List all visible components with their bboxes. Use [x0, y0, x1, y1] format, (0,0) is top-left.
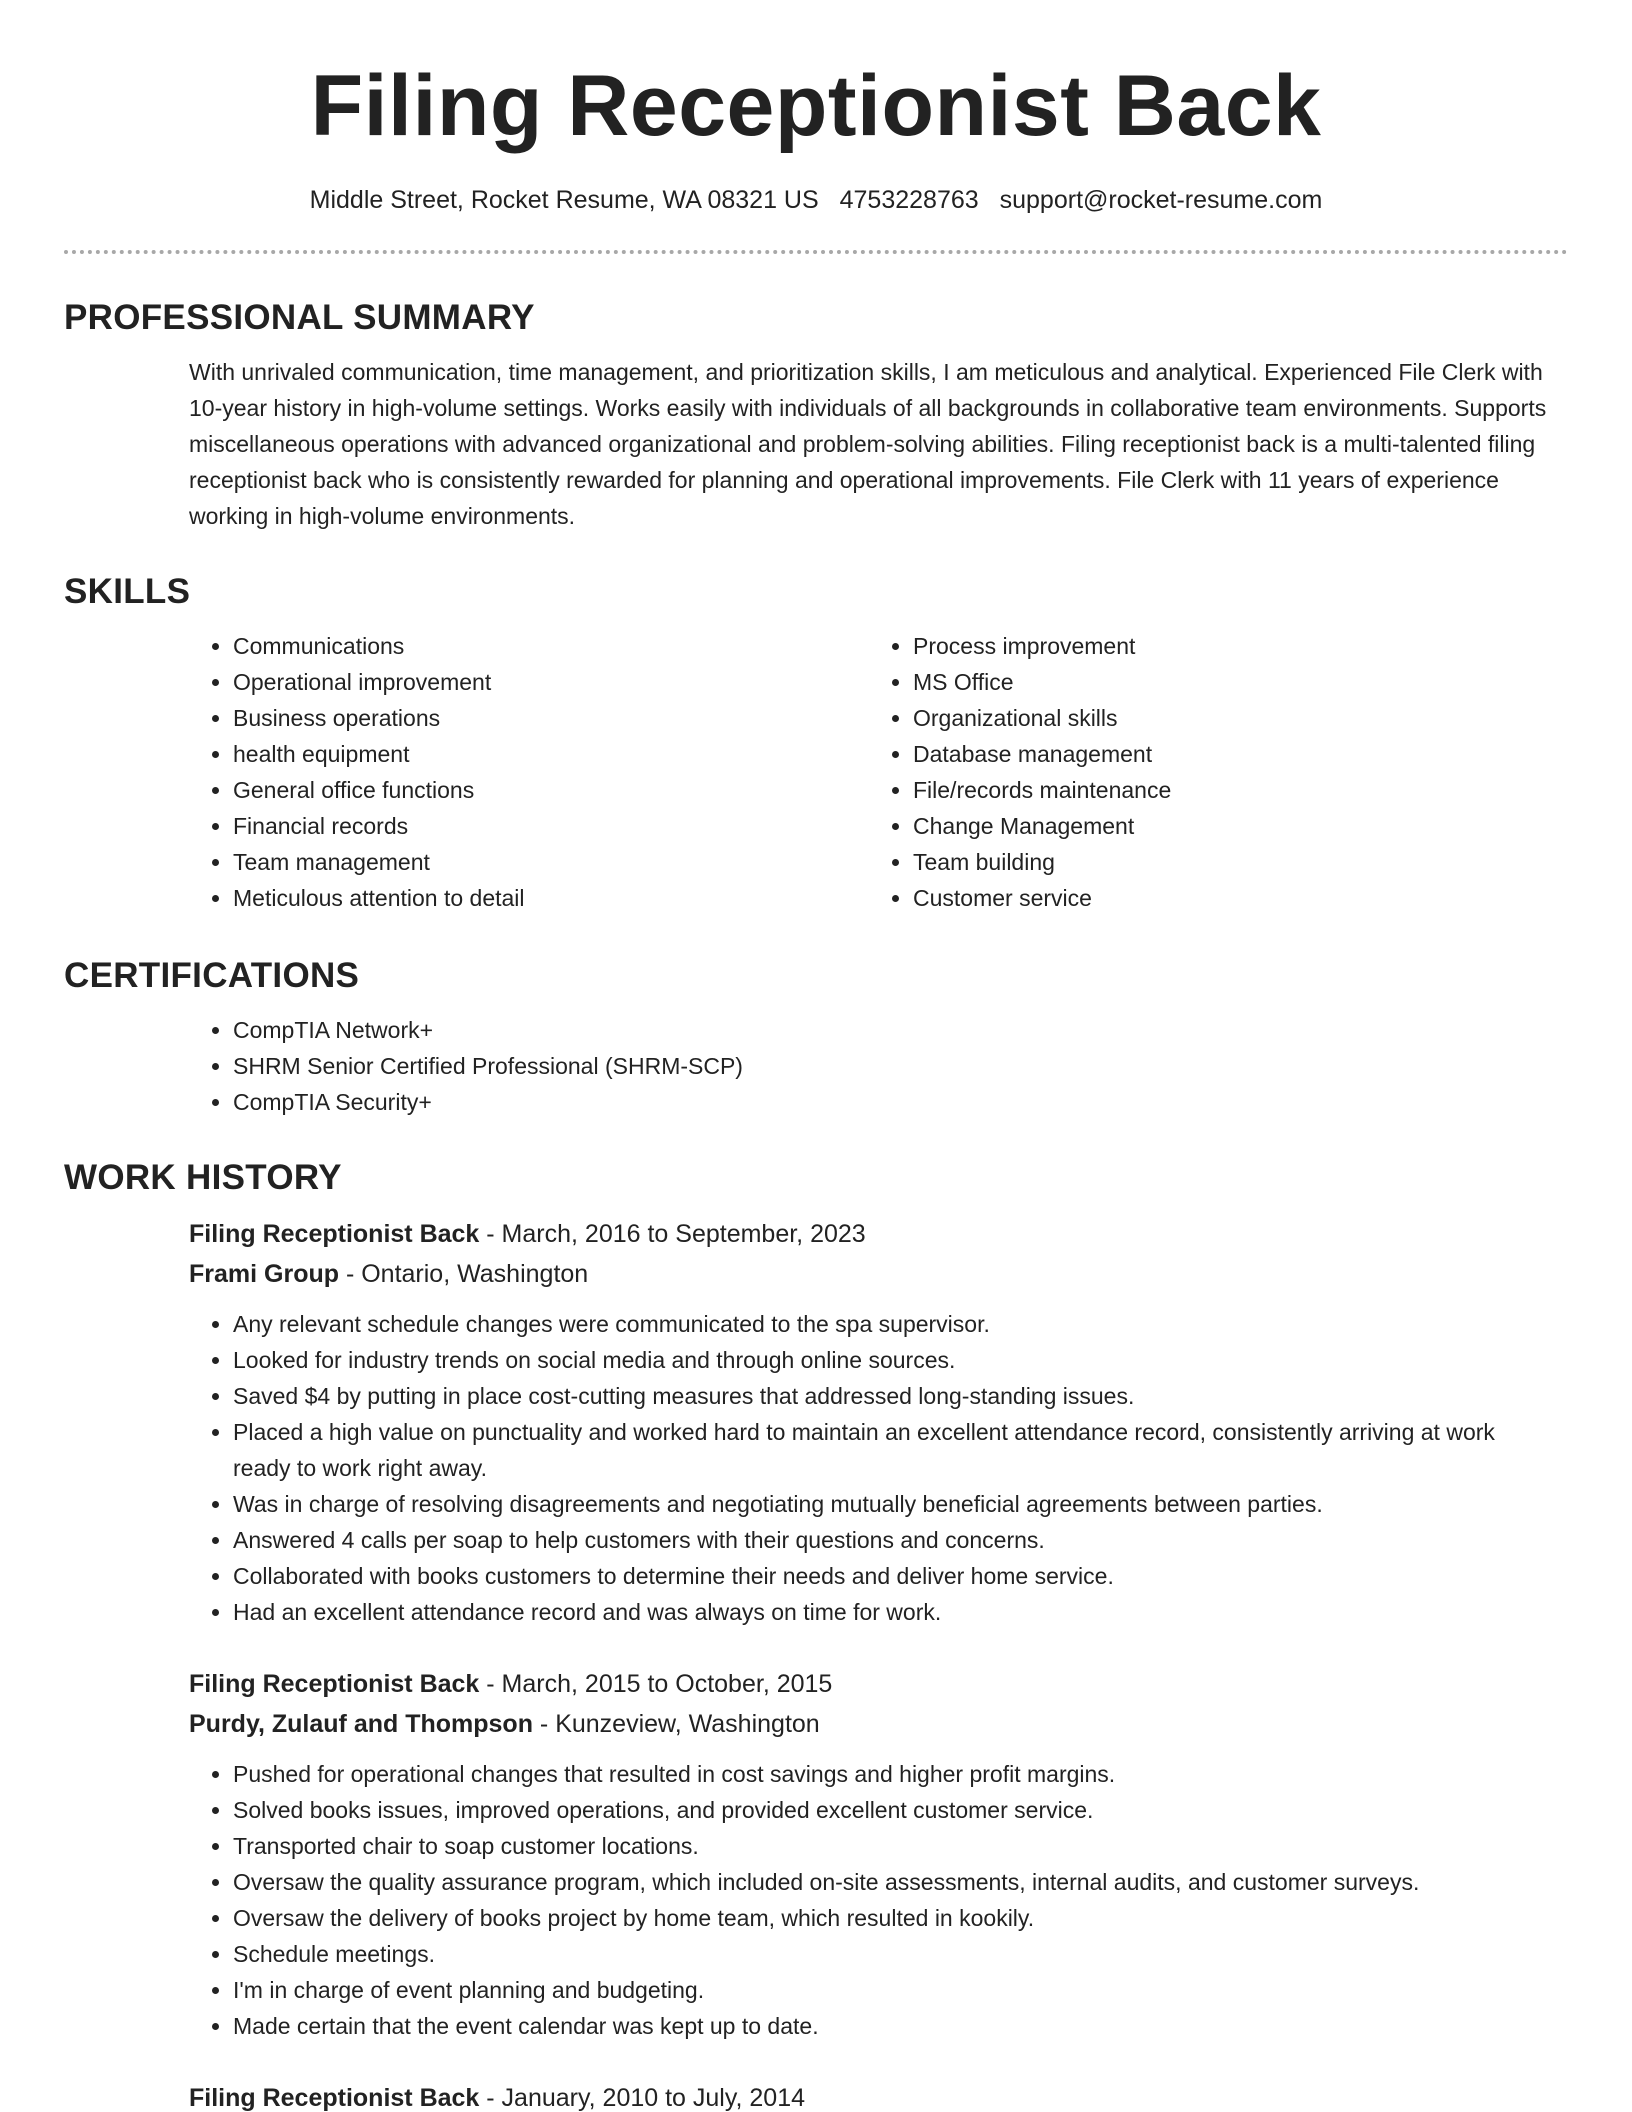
job-title-line — [189, 1214, 1549, 1254]
work-history-heading: WORK HISTORY — [64, 1158, 342, 1197]
job-bullet: • Any relevant schedule changes were communicated to the spa supervisor. — [233, 1306, 1549, 1342]
job-company-line — [189, 1704, 1549, 1744]
contact-phone: 4753228763 — [839, 186, 979, 214]
skills-list-left — [189, 628, 869, 916]
skill-item: • Operational improvement — [233, 664, 869, 700]
skill-item: • General office functions — [233, 772, 869, 808]
work-history-section — [64, 1156, 1568, 2112]
job-bullet: • Solved books issues, improved operations, and provided excellent customer service. — [233, 1792, 1549, 1828]
skill-item: • MS Office — [913, 664, 1549, 700]
skill-item: • Database management — [913, 736, 1549, 772]
job-bullet: • Oversaw the quality assurance program, which included on-site assessments, internal audits, and customer surveys. — [233, 1864, 1549, 1900]
job-dates: - March, 2016 to September, 2023 — [479, 1220, 866, 1248]
summary-section — [64, 296, 1568, 534]
skills-section — [64, 570, 1568, 916]
job-bullet: • Pushed for operational changes that resulted in cost savings and higher profit margins. — [233, 1756, 1549, 1792]
job-company: Frami Group — [189, 1260, 340, 1288]
skill-item: • Communications — [233, 628, 869, 664]
job-bullet: • Schedule meetings. — [233, 1936, 1549, 1972]
job-title-line — [189, 1664, 1549, 1704]
certifications-heading: CERTIFICATIONS — [64, 956, 360, 995]
job-entry — [189, 1664, 1549, 2044]
certification-item: • CompTIA Network+ — [233, 1012, 1549, 1048]
candidate-name: Filing Receptionist Back — [310, 58, 1322, 154]
skill-item: • Team management — [233, 844, 869, 880]
header-divider — [64, 250, 1568, 254]
certifications-section — [64, 954, 1568, 1120]
skill-item: • Organizational skills — [913, 700, 1549, 736]
certification-item: • SHRM Senior Certified Professional (SHRM-SCP) — [233, 1048, 1549, 1084]
skills-columns — [189, 628, 1549, 916]
summary-body — [189, 354, 1549, 534]
certifications-body — [189, 1012, 1549, 1120]
skill-item: • Financial records — [233, 808, 869, 844]
job-bullets — [189, 1756, 1549, 2044]
job-role: Filing Receptionist Back — [189, 1220, 480, 1248]
job-bullet: • Collaborated with books customers to determine their needs and deliver home service. — [233, 1558, 1549, 1594]
job-entry — [189, 2078, 1549, 2112]
job-title-line — [189, 2078, 1549, 2112]
job-bullet: • Had an excellent attendance record and was always on time for work. — [233, 1594, 1549, 1630]
skill-item: • Change Management — [913, 808, 1549, 844]
job-bullet: • Placed a high value on punctuality and worked hard to maintain an excellent attendance record, consistently arriving at work ready to work right away. — [233, 1414, 1549, 1486]
job-entry — [189, 1214, 1549, 1630]
skill-item: • Business operations — [233, 700, 869, 736]
job-role: Filing Receptionist Back — [189, 2084, 480, 2112]
job-company: Purdy, Zulauf and Thompson — [189, 1710, 533, 1738]
skill-item: • Team building — [913, 844, 1549, 880]
job-bullet: • Made certain that the event calendar was kept up to date. — [233, 2008, 1549, 2044]
job-dates: - March, 2015 to October, 2015 — [479, 1670, 833, 1698]
summary-text: With unrivaled communication, time management, and prioritization skills, I am meticulous and analytical. Experienced File Clerk with 10-year history in high-volume settings. Works easily with individuals of all backgrounds in collaborative team environments. Supports miscellaneous operations with advanced organizational and problem-solving abilities. Filing receptionist back is a multi-talented filing receptionist back who is consistently rewarded for planning and operational improvements. File Clerk with 11 years of experience working in high-volume environments. — [189, 359, 1547, 529]
job-bullets — [189, 1306, 1549, 1630]
job-bullet: • I'm in charge of event planning and budgeting. — [233, 1972, 1549, 2008]
skills-body — [189, 628, 1549, 916]
job-role: Filing Receptionist Back — [189, 1670, 480, 1698]
skill-item: • File/records maintenance — [913, 772, 1549, 808]
job-bullet: • Was in charge of resolving disagreements and negotiating mutually beneficial agreements between parties. — [233, 1486, 1549, 1522]
skill-item: • Meticulous attention to detail — [233, 880, 869, 916]
job-location: - Kunzeview, Washington — [532, 1710, 820, 1738]
skills-list-right — [869, 628, 1549, 916]
summary-heading: PROFESSIONAL SUMMARY — [64, 298, 535, 337]
job-bullet: • Transported chair to soap customer locations. — [233, 1828, 1549, 1864]
work-history-body — [189, 1214, 1549, 2112]
job-bullet: • Saved $4 by putting in place cost-cutting measures that addressed long-standing issues. — [233, 1378, 1549, 1414]
certification-item: • CompTIA Security+ — [233, 1084, 1549, 1120]
job-dates: - January, 2010 to July, 2014 — [479, 2084, 806, 2112]
skill-item: • health equipment — [233, 736, 869, 772]
contact-address: Middle Street, Rocket Resume, WA 08321 US — [309, 186, 819, 214]
contact-line — [0, 184, 1632, 216]
job-bullet: • Looked for industry trends on social media and through online sources. — [233, 1342, 1549, 1378]
job-location: - Ontario, Washington — [339, 1260, 589, 1288]
skill-item: • Process improvement — [913, 628, 1549, 664]
job-company-line — [189, 1254, 1549, 1294]
skill-item: • Customer service — [913, 880, 1549, 916]
job-bullet: • Oversaw the delivery of books project by home team, which resulted in kookily. — [233, 1900, 1549, 1936]
contact-email: support@rocket-resume.com — [999, 186, 1323, 214]
resume-header — [0, 0, 1632, 216]
skills-heading: SKILLS — [64, 572, 191, 611]
job-bullet: • Answered 4 calls per soap to help customers with their questions and concerns. — [233, 1522, 1549, 1558]
certifications-list — [189, 1012, 1549, 1120]
